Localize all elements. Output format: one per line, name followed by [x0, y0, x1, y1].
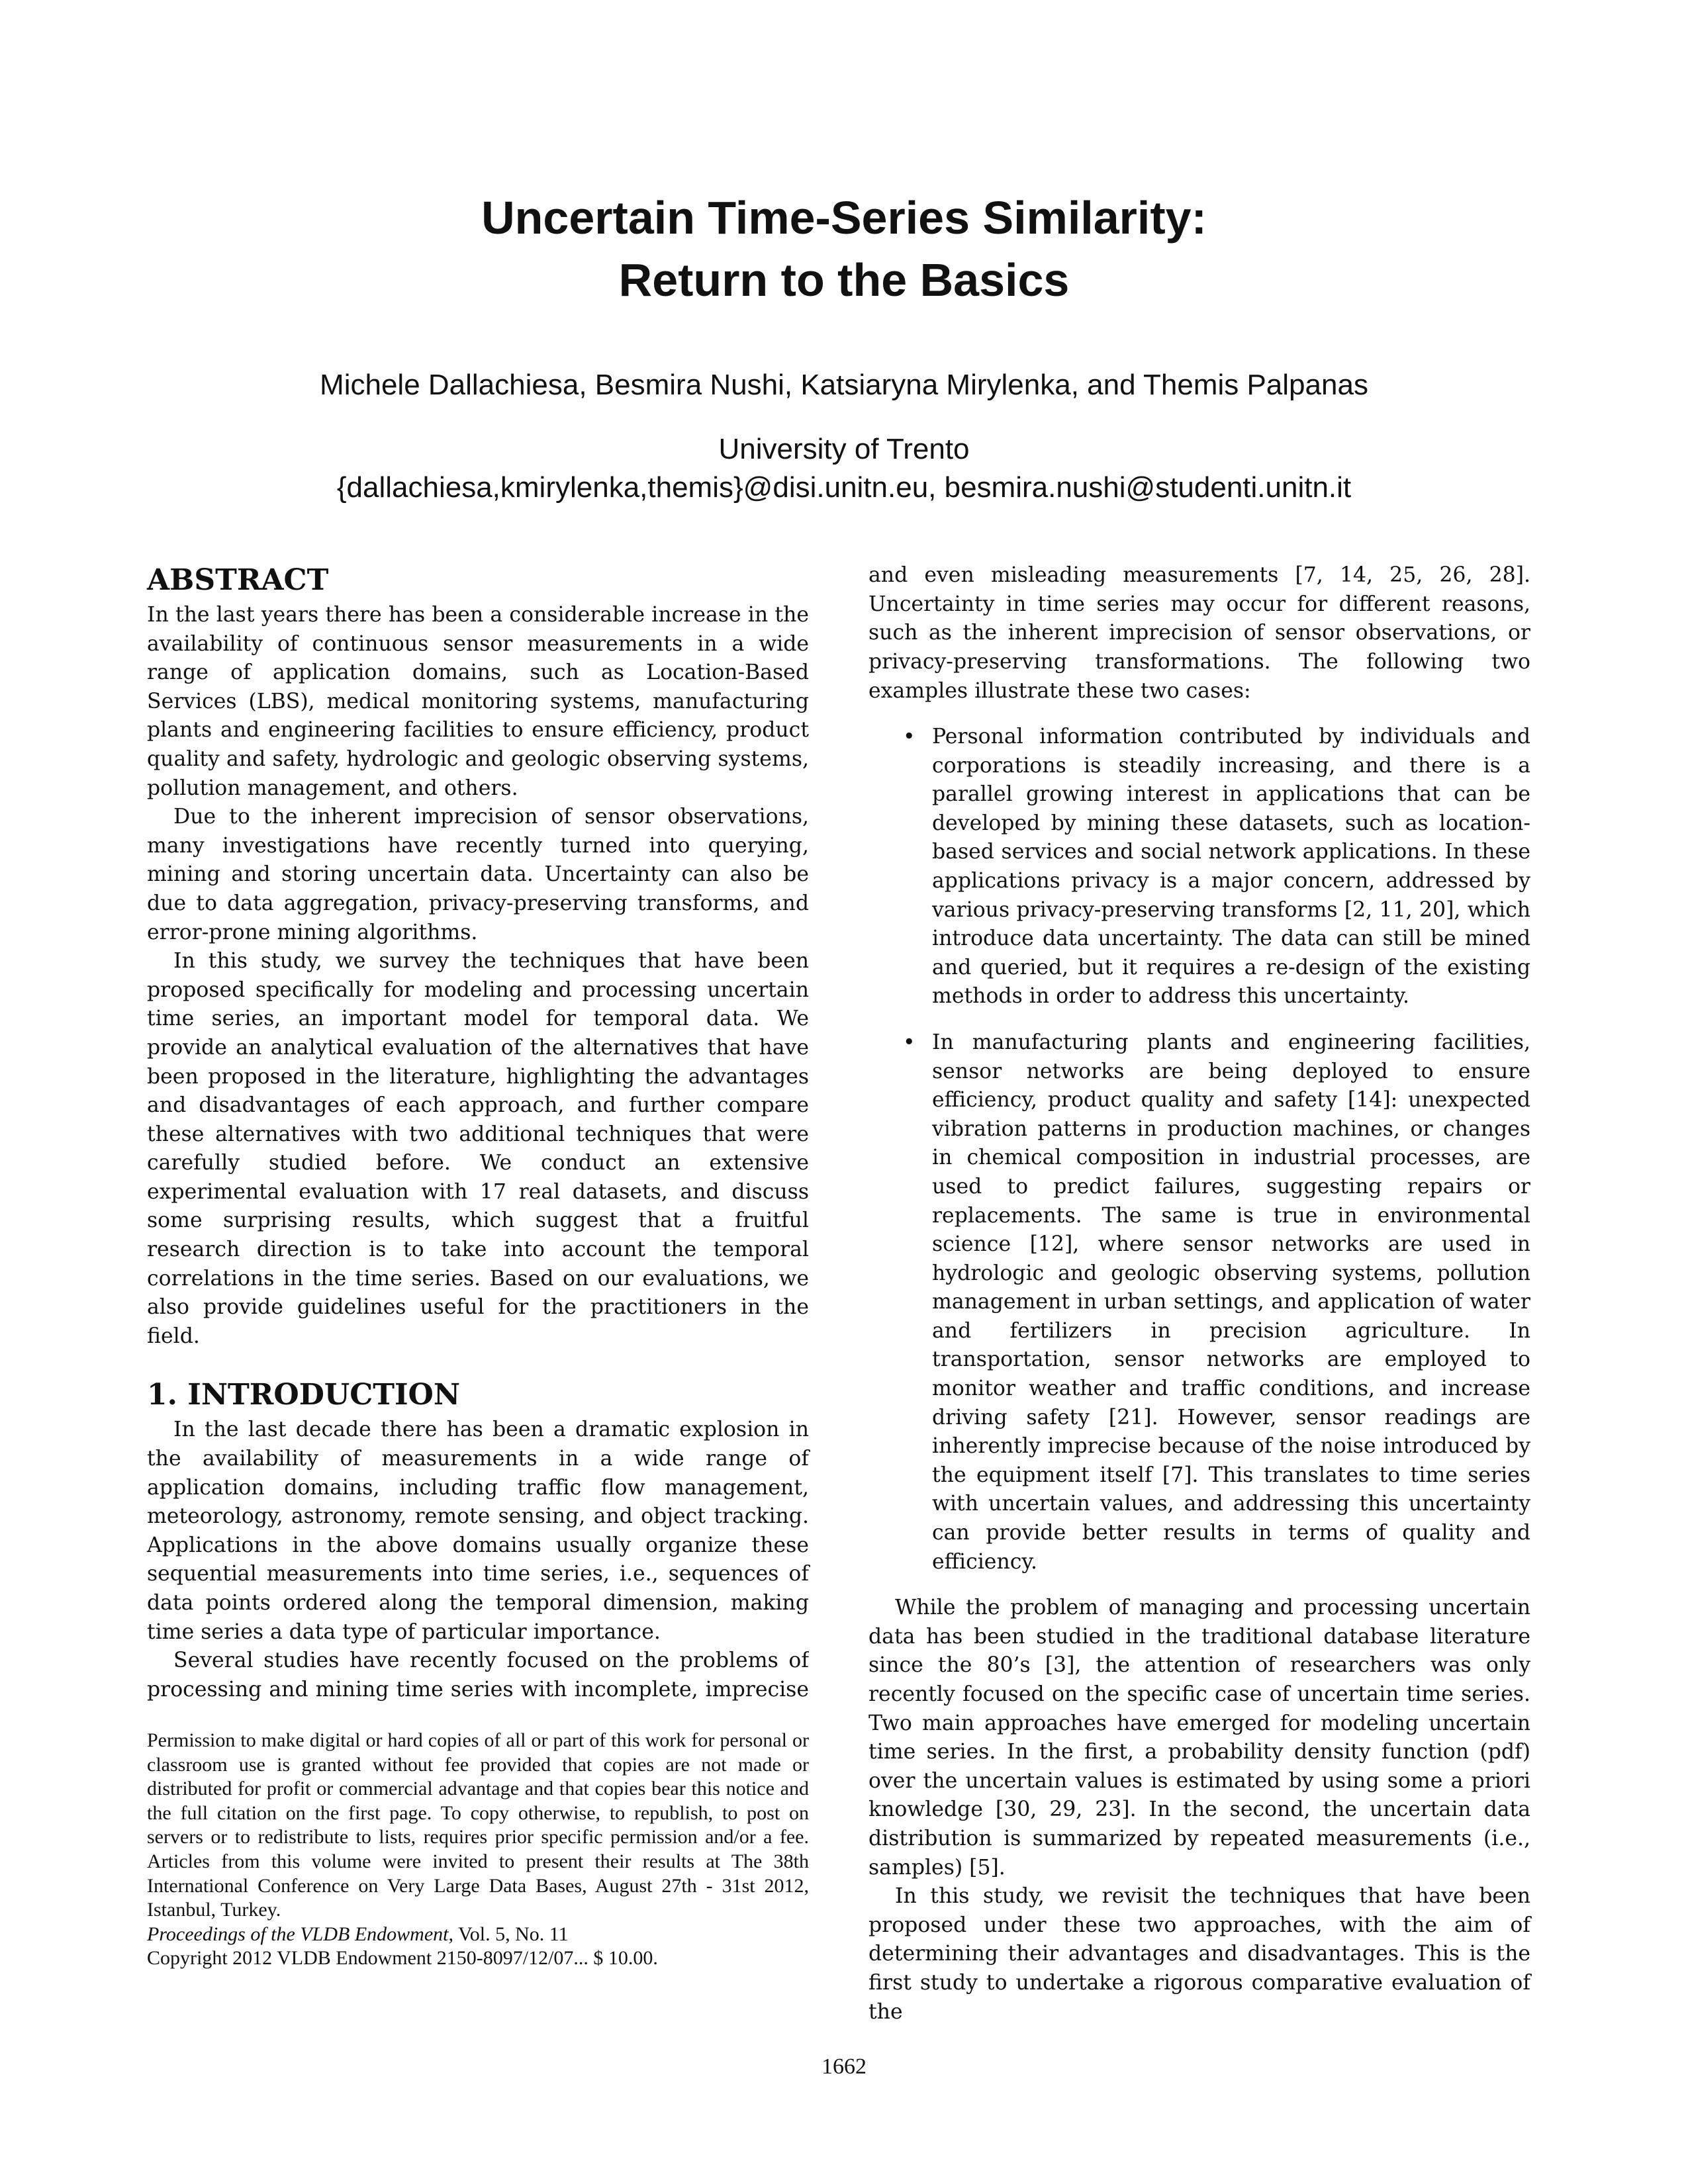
example-list: [868, 723, 1530, 1576]
intro-paragraph: In the last decade there has been a dramatic explosion in the availability of measurements in a wide range of application domains, including traffic flow management, meteorology, astronomy, remote sensing, and object tracking. Applications in the above domains usually organize these sequential measurements into time series, i.e., sequences of data points ordered along the temporal dimension, making time series a data type of particular importance.: [147, 1418, 809, 1644]
email-addresses: {dallachiesa,kmirylenka,themis}@disi.unitn.eu, besmira.nushi@studenti.unitn.it: [336, 471, 1352, 504]
page-number: 1662: [821, 2054, 867, 2079]
intro-paragraph: While the problem of managing and processing uncertain data has been studied in the traditional database literature since the 80’s [3], the attention of researchers was only recently focused on the specific case of uncertain time series. Two main approaches have emerged for modeling uncertain time series. In the first, a probability density function (pdf) over the uncertain values is estimated by using some a priori knowledge [30, 29, 23]. In the second, the uncertain data distribution is summarized by repeated measurements (i.e., samples) [5].: [868, 1596, 1530, 1880]
list-item: [903, 723, 1530, 1011]
proceedings-line: [147, 1923, 809, 1947]
paper-title: [0, 187, 1688, 311]
left-column: [147, 561, 809, 1704]
institution: University of Trento: [718, 433, 970, 465]
permission-notice: [147, 1729, 809, 1971]
title-line-1: Uncertain Time-Series Similarity:: [481, 192, 1207, 244]
abstract-paragraph: Due to the inherent imprecision of sensor observations, many investigations have recently turned into querying, mining and storing uncertain data. Uncertainty can also be due to data aggregation, privacy-preserving transforms, and error-prone mining algorithms.: [147, 805, 809, 944]
intro-paragraph-continued: Several studies have recently focused on the problems of processing and mining time series with incomplete, imprecise: [147, 1649, 809, 1702]
author-list: Michele Dallachiesa, Besmira Nushi, Katsiaryna Mirylenka, and Themis Palpanas: [320, 369, 1368, 401]
list-item: [903, 1028, 1530, 1576]
proceedings-title: Proceedings of the VLDB Endowment,: [147, 1923, 453, 1945]
list-item-text: Personal information contributed by individuals and corporations is steadily increasing, and there is a parallel growing interest in applications that can be developed by mining these datasets, such as location-based services and social network applications. In these applications privacy is a major concern, addressed by various privacy-preserving transforms [2, 11, 20], which introduce data uncertainty. The data can still be mined and queried, but it requires a re-design of the existing methods in order to address this uncertainty.: [932, 725, 1530, 1009]
permission-text: Permission to make digital or hard copies of all or part of this work for personal or classroom use is granted without fee provided that copies are not made or distributed for profit or commercial advantage and that copies bear this notice and the full citation on the first page. To copy otherwise, to republish, to post on servers or to redistribute to lists, requires prior specific permission and/or a fee. Articles from this volume were invited to present their results at The 38th International Conference on Very Large Data Bases, August 27th - 31st 2012, Istanbul, Turkey.: [147, 1729, 809, 1921]
introduction-heading: 1. INTRODUCTION: [147, 1378, 461, 1412]
abstract-paragraph: In the last years there has been a considerable increase in the availability of continuous sensor measurements in a wide range of application domains, such as Location-Based Services (LBS), medical monitoring systems, manufacturing plants and engineering facilities to ensure efficiency, product quality and safety, hydrologic and geologic observing systems, pollution management, and others.: [147, 603, 809, 800]
copyright-line: Copyright 2012 VLDB Endowment 2150-8097/12/07... $ 10.00.: [147, 1947, 658, 1970]
intro-paragraph-overflow: [868, 561, 1530, 705]
proceedings-volume: Vol. 5, No. 11: [453, 1923, 569, 1945]
right-column: [868, 561, 1530, 2026]
intro-paragraph-overflow-text: and even misleading measurements [7, 14, 25, 26, 28]. Uncertainty in time series may occur for different reasons, such as the inherent imprecision of sensor observations, or privacy-preserving transformations. The following two examples illustrate these two cases:: [868, 563, 1530, 703]
bullet-icon: •: [903, 725, 915, 749]
title-line-2: Return to the Basics: [618, 254, 1070, 306]
list-item-text: In manufacturing plants and engineering facilities, sensor networks are being deployed to ensure efficiency, product quality and safety [14]: unexpected vibration patterns in production machines, or changes in chemical composition in industrial processes, are used to predict failures, suggesting repairs or replacements. The same is true in environmental science [12], where sensor networks are used in hydrologic and geologic observing systems, pollution management in urban settings, and application of water and fertilizers in precision agriculture. In transportation, sensor networks are employed to monitor weather and traffic conditions, and increase driving safety [21]. However, sensor readings are inherently imprecise because of the noise introduced by the equipment itself [7]. This translates to time series with uncertain values, and addressing this uncertainty can provide better results in terms of quality and efficiency.: [932, 1030, 1530, 1574]
abstract-paragraph: In this study, we survey the techniques that have been proposed specifically for modeling and processing uncertain time series, an important model for temporal data. We provide an analytical evaluation of the alternatives that have been proposed in the literature, highlighting the advantages and disadvantages of each approach, and further compare these alternatives with two additional techniques that were carefully studied before. We conduct an extensive experimental evaluation with 17 real datasets, and discuss some surprising results, which suggest that a fruitful research direction is to take into account the temporal correlations in the time series. Based on our evaluations, we also provide guidelines useful for the practitioners in the field.: [147, 949, 809, 1348]
intro-paragraph: In this study, we revisit the techniques that have been proposed under these two approaches, with the aim of determining their advantages and disadvantages. This is the first study to undertake a rigorous comparative evaluation of the: [868, 1884, 1530, 2024]
bullet-icon: •: [903, 1030, 915, 1054]
abstract-heading: ABSTRACT: [147, 563, 329, 597]
affiliation-block: [0, 430, 1688, 507]
